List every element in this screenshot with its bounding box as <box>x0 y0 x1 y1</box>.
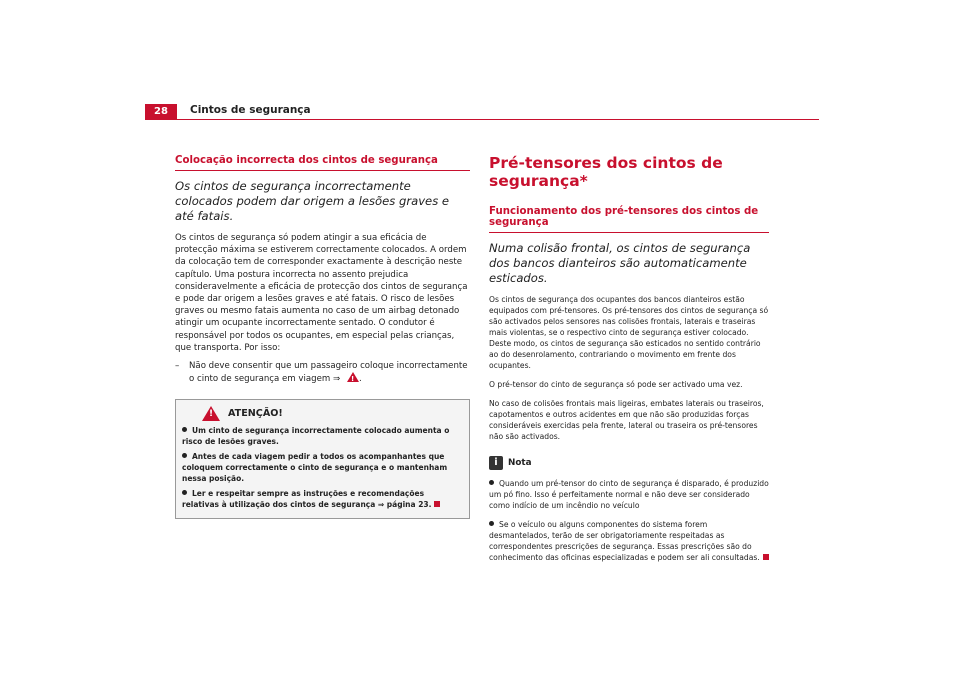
warning-item <box>182 425 463 447</box>
instruction-item <box>175 360 470 385</box>
note-item <box>489 519 769 563</box>
warning-item <box>182 451 463 484</box>
dash-mark: – <box>175 361 180 372</box>
right-column <box>489 150 769 563</box>
end-mark-icon <box>434 501 440 507</box>
warning-item-text: Antes de cada viagem pedir a todos os acompanhantes que coloquem correctamente o cinto de segurança e o mantenham nessa posição. <box>182 452 448 484</box>
instruction-text-wrap <box>189 360 470 385</box>
warning-item-text: Um cinto de segurança incorrectamente colocado aumenta o risco de lesões graves. <box>182 426 450 447</box>
lead-text: Os cintos de segurança incorrectamente colocados podem dar origem a lesões graves e até fatais. <box>175 179 450 223</box>
note-item-text: Se o veículo ou alguns componentes do sistema forem desmantelados, terão de ser obrigatoriamente respeitadas as correspondentes prescrições de segurança. Essas prescrições são do conhecimento das oficinas especializadas e podem ser ali consultadas. <box>489 520 760 562</box>
bullet-icon <box>182 490 187 495</box>
instruction-text: Não deve consentir que um passageiro coloque incorrectamente o cinto de segurança em viagem ⇒ <box>189 361 468 385</box>
note-title: Nota <box>508 458 532 468</box>
warning-box <box>175 399 470 519</box>
warning-triangle-icon <box>202 406 220 421</box>
header-rule <box>145 119 819 120</box>
page-number: 28 <box>145 104 177 119</box>
subsection-heading: Funcionamento dos pré-tensores dos cintos de segurança <box>489 206 769 233</box>
bullet-icon <box>182 427 187 432</box>
body-paragraph: O pré-tensor do cinto de segurança só pode ser activado uma vez. <box>489 380 743 389</box>
body-paragraph: No caso de colisões frontais mais ligeiras, embates laterais ou traseiros, capotamentos e outros acidentes em que não são produzidas forças consideráveis exercidas pela frente, lateral ou traseira os pré-tensores não são activados. <box>489 399 764 441</box>
chapter-title: Cintos de segurança <box>190 104 311 116</box>
lead-text: Numa colisão frontal, os cintos de segurança dos bancos dianteiros são automaticamente esticados. <box>489 241 751 285</box>
instruction-end: . <box>358 374 362 385</box>
note-item-text: Quando um pré-tensor do cinto de segurança é disparado, é produzido um pó fino. Isso é perfeitamente normal e não deve ser considerado como indício de um incêndio no veículo <box>489 479 769 510</box>
note-item <box>489 478 769 511</box>
body-paragraph: Os cintos de segurança dos ocupantes dos bancos dianteiros estão equipados com pré-tensores. Os pré-tensores dos cintos de segurança só são activados pelos sensores nas colisões frontais, laterais e traseiras mais violentas, se o respectivo cinto de segurança estiver colocado. Deste modo, os cintos de segurança são esticados no sentido contrário ao do desenrolamento, contrariando o movimento em frente dos ocupantes. <box>489 295 769 370</box>
warning-title: ATENÇÃO! <box>228 408 283 420</box>
end-mark-icon <box>763 554 769 560</box>
note-icon: i <box>489 456 503 470</box>
body-paragraph: Os cintos de segurança só podem atingir a sua eficácia de protecção máxima se estiverem correctamente colocados. A ordem da colocação tem de corresponder exactamente à descrição neste capítulo. Uma postura incorrecta no assento prejudica consideravelmente a eficácia de protecção dos cintos de segurança e pode dar origem a lesões graves e até fatais. O risco de lesões graves ou mesmo fatais aumenta no caso de um airbag detonado atingir um ocupante incorrectamente sentado. O condutor é responsável por todos os ocupantes, em especial pelas crianças, que transporta. Por isso: <box>175 233 468 353</box>
note-header <box>489 456 769 470</box>
warning-item-link-text[interactable]: Ler e respeitar sempre as instruções e recomendações relativas à utilização dos cintos de segurança ⇒ página 23. <box>182 489 432 510</box>
warning-item <box>182 488 463 510</box>
left-column <box>175 155 470 519</box>
warning-header <box>182 406 463 421</box>
bullet-icon <box>182 453 187 458</box>
bullet-icon <box>489 521 494 526</box>
bullet-icon <box>489 480 494 485</box>
section-title: Pré-tensores dos cintos de segurança* <box>489 154 723 190</box>
section-heading: Colocação incorrecta dos cintos de segurança <box>175 155 470 171</box>
warning-triangle-icon[interactable] <box>347 372 359 382</box>
